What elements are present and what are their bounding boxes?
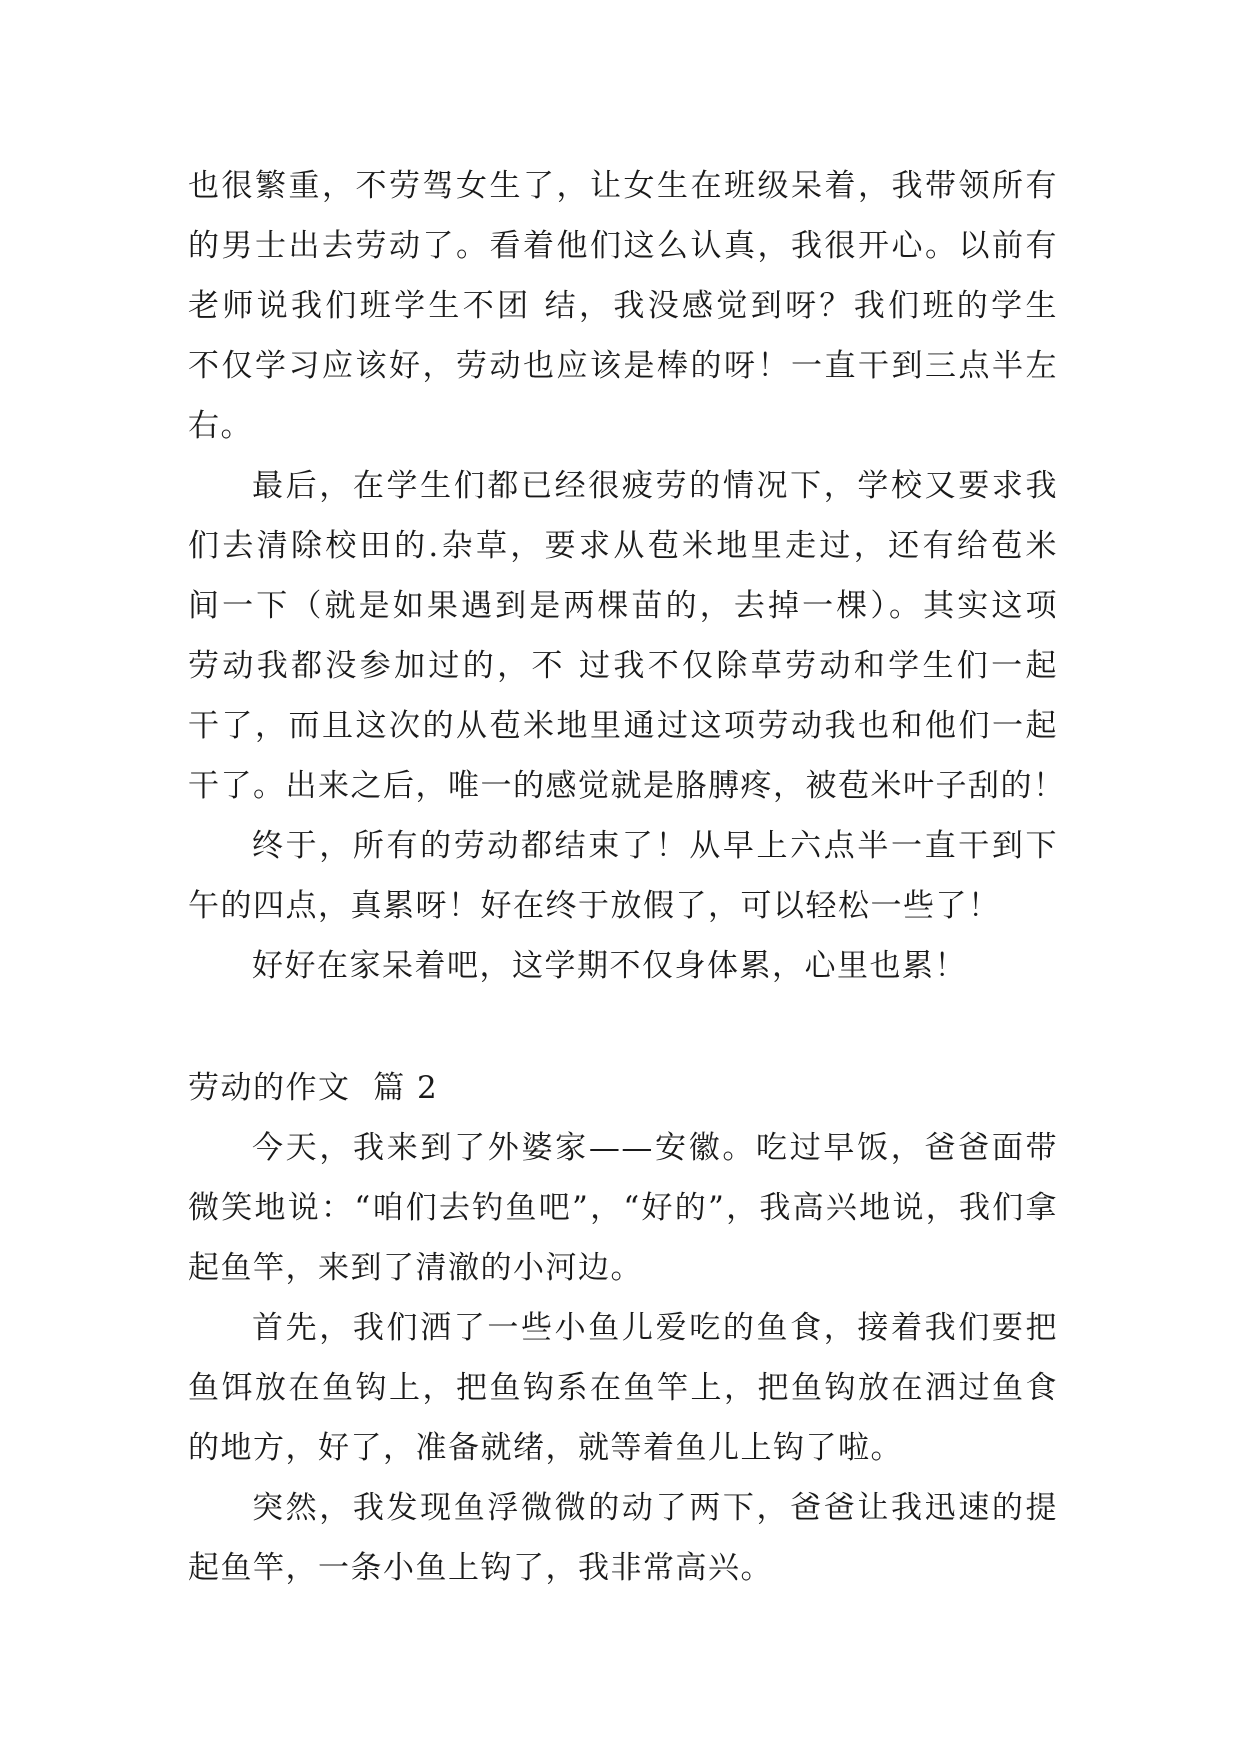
text-line: 微笑地说：“咱们去钓鱼吧”，“好的”，我高兴地说，我们拿 bbox=[188, 1190, 1058, 1226]
text-line: 间一下（就是如果遇到是两棵苗的，去掉一棵）。其实这项 bbox=[188, 588, 1058, 624]
paragraph bbox=[188, 816, 1058, 936]
text-line: 首先，我们洒了一些小鱼儿爱吃的鱼食，接着我们要把 bbox=[252, 1310, 1058, 1346]
section-spacer bbox=[188, 996, 1058, 1058]
text-line: 鱼饵放在鱼钩上，把鱼钩系在鱼竿上，把鱼钩放在洒过鱼食 bbox=[188, 1370, 1058, 1406]
paragraph bbox=[188, 1298, 1058, 1478]
text-line: 的地方，好了，准备就绪，就等着鱼儿上钩了啦。 bbox=[188, 1430, 903, 1466]
text-line: 起鱼竿，一条小鱼上钩了，我非常高兴。 bbox=[188, 1550, 773, 1586]
text-line: 突然，我发现鱼浮微微的动了两下，爸爸让我迅速的提 bbox=[252, 1490, 1058, 1526]
text-line: 最后，在学生们都已经很疲劳的情况下，学校又要求我 bbox=[252, 468, 1058, 504]
text-line: 们去清除校田的.杂草，要求从苞米地里走过，还有给苞米 bbox=[188, 528, 1058, 564]
text-line: 干了。出来之后，唯一的感觉就是胳膊疼，被苞米叶子刮的！ bbox=[188, 768, 1066, 804]
text-line: 今天，我来到了外婆家——安徽。吃过早饭，爸爸面带 bbox=[252, 1130, 1058, 1166]
paragraph bbox=[188, 456, 1066, 816]
paragraph bbox=[188, 156, 1058, 456]
section-heading: 劳动的作文 篇 2 bbox=[188, 1070, 439, 1106]
text-line: 午的四点，真累呀！好在终于放假了，可以轻松一些了！ bbox=[188, 888, 1001, 924]
paragraph bbox=[188, 1118, 1058, 1298]
paragraph bbox=[188, 1478, 1058, 1598]
text-line: 不仅学习应该好，劳动也应该是棒的呀！一直干到三点半左 bbox=[188, 348, 1058, 384]
text-line: 老师说我们班学生不团 结，我没感觉到呀？我们班的学生 bbox=[188, 288, 1058, 324]
document-body bbox=[188, 156, 1066, 1598]
paragraph bbox=[188, 936, 1058, 996]
text-line: 终于，所有的劳动都结束了！从早上六点半一直干到下 bbox=[252, 828, 1058, 864]
text-line: 劳动我都没参加过的，不 过我不仅除草劳动和学生们一起 bbox=[188, 648, 1058, 684]
text-line: 右。 bbox=[188, 408, 253, 444]
text-line: 好好在家呆着吧，这学期不仅身体累，心里也累！ bbox=[252, 948, 967, 984]
text-line: 起鱼竿，来到了清澈的小河边。 bbox=[188, 1250, 643, 1286]
text-line: 也很繁重，不劳驾女生了，让女生在班级呆着，我带领所有 bbox=[188, 168, 1058, 204]
text-line: 干了，而且这次的从苞米地里通过这项劳动我也和他们一起 bbox=[188, 708, 1058, 744]
text-line: 的男士出去劳动了。看着他们这么认真，我很开心。以前有 bbox=[188, 228, 1058, 264]
